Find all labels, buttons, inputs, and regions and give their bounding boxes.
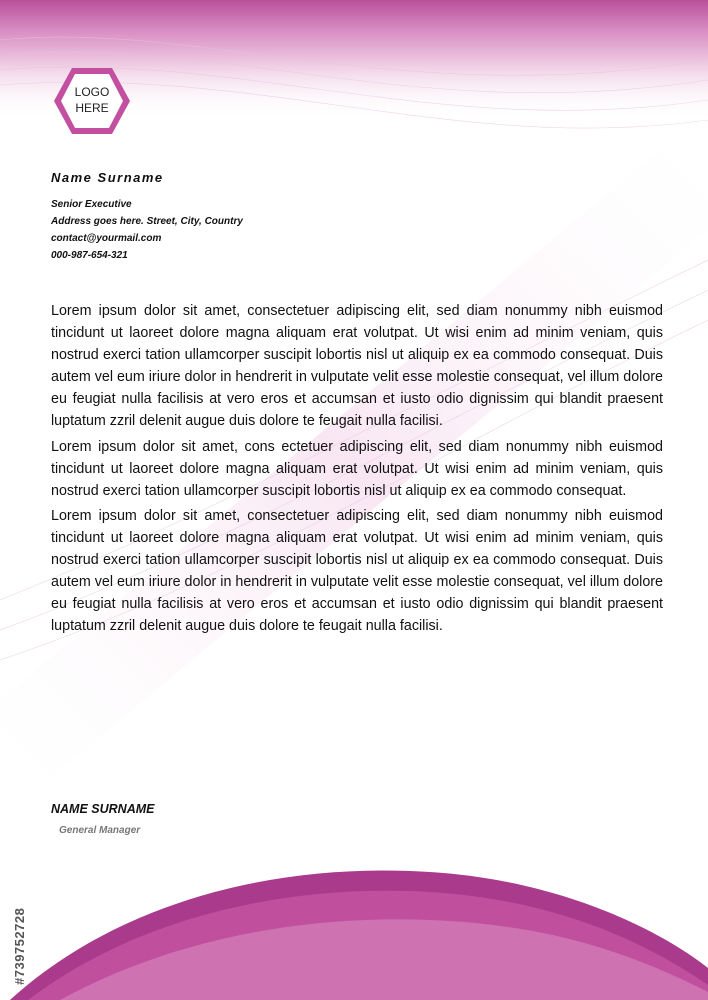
logo-text: LOGO HERE bbox=[74, 85, 110, 115]
body-paragraph: Lorem ipsum dolor sit amet, cons ectetuer adipiscing elit, sed diam nonummy nibh euismod tincidunt ut laoreet dolore magna aliquam erat volutpat. Ut wisi enim ad minim veniam, quis nostrud exerci tation ullamcorper suscipit lobortis nisl ut aliquip ex ea commodo consequat. bbox=[51, 438, 663, 499]
logo bbox=[52, 66, 132, 136]
body-paragraph: Lorem ipsum dolor sit amet, consectetuer adipiscing elit, sed diam nonummy nibh euismod tincidunt ut laoreet dolore magna aliquam erat volutpat. Ut wisi enim ad minim veniam, quis nostrud exerci tation ullamcorper suscipit lobortis nisl ut aliquip ex ea commodo consequat. Duis autem vel eum iriure dolor in hendrerit in vulputate velit esse molestie consequat, vel illum dolore eu feugiat nulla facilisis at vero eros et accumsan et iusto odio dignissim qui blandit praesent luptatum zzril delenit augue duis dolore te feugait nulla facilisi. bbox=[51, 303, 663, 430]
signature-name: NAME SURNAME bbox=[51, 802, 155, 816]
body-paragraph: Lorem ipsum dolor sit amet, consectetuer adipiscing elit, sed diam nonummy nibh euismod tincidunt ut laoreet dolore magna aliquam erat volutpat. Ut wisi enim ad minim veniam, quis nostrud exerci tation ullamcorper suscipit lobortis nisl ut aliquip ex ea commodo consequat. Duis autem vel eum iriure dolor in hendrerit in vulputate velit esse molestie consequat, vel illum dolore eu feugiat nulla facilisis at vero eros et accumsan et iusto odio dignissim qui blandit praesent luptatum zzril delenit augue duis dolore te feugait nulla facilisi. bbox=[51, 507, 663, 635]
sender-title: Senior Executive bbox=[51, 199, 132, 210]
signature-title: General Manager bbox=[59, 825, 141, 836]
sender-contact-block bbox=[51, 196, 243, 264]
sender-email: contact@yourmail.com bbox=[51, 233, 162, 244]
sender-phone: 000-987-654-321 bbox=[51, 250, 128, 261]
side-image-id: #739752728 bbox=[12, 907, 27, 985]
letter-body bbox=[51, 300, 663, 640]
sender-address: Address goes here. Street, City, Country bbox=[51, 216, 243, 227]
sender-name: Name Surname bbox=[51, 170, 164, 185]
